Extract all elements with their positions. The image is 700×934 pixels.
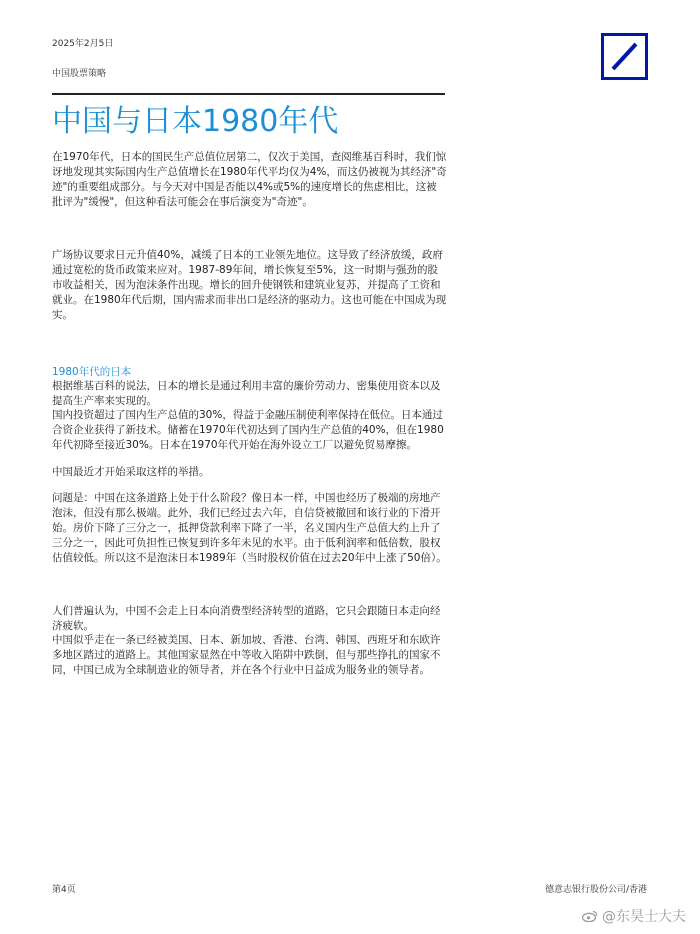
- intro-paragraph-2: 广场协议要求日元升值40%，减缓了日本的工业领先地位。这导致了经济放缓，政府通过宽松的货币政策来应对。1987-89年间，增长恢复至5%，这一时期与强劲的股市收益相关，因为泡沫条件出现。增长的回升使钢铁和建筑业复苏，并提高了工资和就业。在1980年代后期，国内需求而非出口是经济的驱动力。这也可能在中国成为现实。: [52, 249, 447, 321]
- body-paragraph-5: 人们普遍认为，中国不会走上日本向消费型经济转型的道路，它只会跟随日本走向经济疲软。: [52, 605, 441, 632]
- title-rule: [52, 93, 445, 95]
- report-date: 2025年2月5日: [52, 39, 114, 49]
- body-paragraph-6: 中国似乎走在一条已经被美国、日本、新加坡、香港、台湾、韩国、西班牙和东欧许多地区踏过的道路上。其他国家显然在中等收入陷阱中跌倒，但与那些挣扎的国家不同，中国已成为全球制造业的领导者，并在各个行业中日益成为服务业的领导者。: [52, 634, 441, 676]
- body-paragraph-2: 国内投资超过了国内生产总值的30%，得益于金融压制使利率保持在低位。日本通过合资企业获得了新技术。储蓄在1970年代初达到了国内生产总值的40%，但在1980年代初降至接近30%。日本在1970年代开始在海外设立工厂以避免贸易摩擦。: [52, 409, 444, 451]
- watermark: [582, 906, 686, 926]
- subheading: 1980年代的日本: [52, 366, 132, 378]
- report-section: 中国股票策略: [52, 69, 107, 79]
- company-name: 德意志银行股份公司/香港: [544, 885, 647, 895]
- intro-paragraph-1: 在1970年代，日本的国民生产总值位居第二，仅次于美国，查阅维基百科时，我们惊讶地发现其实际国内生产总值增长在1980年代平均仅为4%，而这仍被视为其经济"奇迹"的重要组成部分。与今天对中国是否能以4%或5%的速度增长的焦虑相比，这被批评为"缓慢"，但这种看法可能会在事后演变为"奇迹"。: [52, 151, 447, 208]
- page-title: 中国与日本1980年代: [52, 104, 339, 139]
- body-paragraph-1: 根据维基百科的说法，日本的增长是通过利用丰富的廉价劳动力、密集使用资本以及提高生产率来实现的。: [52, 380, 441, 407]
- deutsche-bank-logo: [601, 33, 648, 80]
- weibo-icon: [582, 910, 598, 922]
- page-number: 第4页: [52, 885, 76, 895]
- body-paragraph-3: 中国最近才开始采取这样的举措。: [52, 466, 210, 478]
- watermark-text: @东昊士大夫: [602, 909, 686, 925]
- body-paragraph-4: 问题是：中国在这条道路上处于什么阶段？像日本一样，中国也经历了极端的房地产泡沫，但没有那么极端。此外，我们已经过去六年，自信贷被撤回和该行业的下滑开始。房价下降了三分之一，抵押贷款利率下降了一半，名义国内生产总值大约上升了三分之一，因此可负担性已恢复到许多年未见的水平。由于低利润率和低倍数，股权估值较低。所以这不是泡沫日本1989年（当时股权价值在过去20年中上涨了50倍）。: [52, 492, 447, 564]
